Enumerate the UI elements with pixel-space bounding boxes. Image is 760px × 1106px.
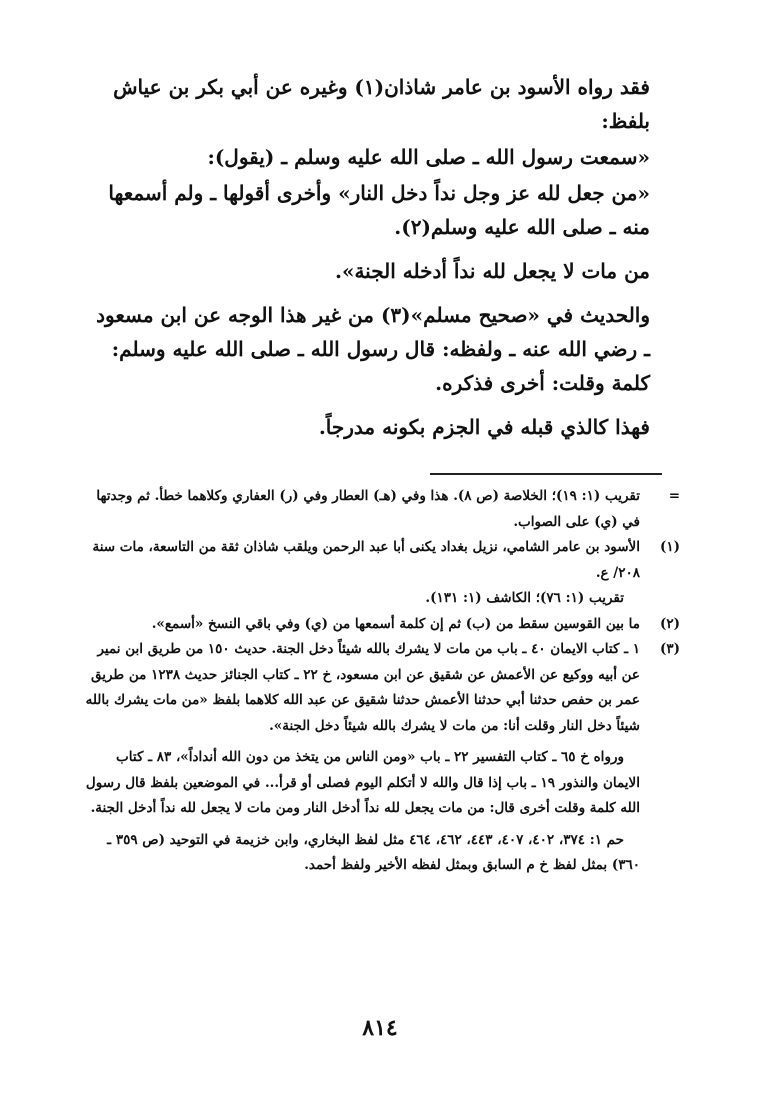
- footnote-body: [80, 637, 640, 879]
- footnote-body: [80, 612, 640, 638]
- main-paragraph-5: والحديث في «صحيح مسلم»(٣) من غير هذا الوجه عن ابن مسعود ـ رضي الله عنه ـ ولفظه: قال رسول الله ـ صلى الله عليه وسلم: كلمة وقلت: أخرى فذكره.: [96, 303, 650, 395]
- footnote-marker: =: [668, 488, 680, 504]
- main-paragraph-6: فهذا كالذي قبله في الجزم بكونه مدرجاً.: [318, 415, 650, 439]
- footnote-divider: [430, 473, 662, 475]
- footnote-body: [80, 484, 640, 535]
- footnote-3: [80, 637, 680, 879]
- footnote-line: تقريب (١: ١٩)؛ الخلاصة (ص ٨). هذا وفي (هـ) العطار وفي (ر) العفاري وكلاهما خطأ. ثم وجدتها في (ي) على الصواب.: [96, 488, 640, 530]
- main-paragraph-4: من مات لا يجعل لله نداً أدخله الجنة».: [335, 259, 650, 283]
- footnote-line: ١ ـ كتاب الايمان ٤٠ ـ باب من مات لا يشرك بالله شيئاً دخل الجنة. حديث ١٥٠ من طريق ابن نمير عن أبيه ووكيع عن الأعمش عن شقيق عن ابن مسعود، خ ٢٢ ـ كتاب الجنائز حديث ١٢٣٨ من طريق عمر بن حفص حدثنا أبي حدثنا الأعمش حدثنا شقيق عن عبد الله كلاهما بلفظ «من مات يشرك بالله شيئاً دخل النار وقلت أنا: من مات لا يشرك بالله شيئاً دخل الجنة».: [85, 641, 640, 734]
- footnotes: [80, 484, 680, 879]
- footnote-marker: (١): [659, 539, 680, 555]
- page-number: ٨١٤: [362, 1015, 398, 1041]
- footnote-1: [80, 535, 680, 612]
- footnote-continuation: [80, 484, 680, 535]
- footnote-line: حم ١: ٣٧٤، ٤٠٢، ٤٠٧، ٤٤٣، ٤٦٢، ٤٦٤ مثل لفظ البخاري، وابن خزيمة في التوحيد (ص ٣٥٩ ـ ٣٦٠) بمثل لفظ خ م السابق وبمثل لفظه الأخير ولفظ أحمد.: [107, 831, 640, 873]
- main-paragraph-3: «من جعل لله عز وجل نداً دخل النار» وأخرى أقولها ـ ولم أسمعها منه ـ صلى الله عليه وسلم(٢).: [108, 181, 650, 239]
- footnote-body: [80, 535, 640, 612]
- main-paragraph-1: فقد رواه الأسود بن عامر شاذان(١) وغيره عن أبي بكر بن عياش بلفظ:: [113, 75, 650, 133]
- footnote-line: الأسود بن عامر الشامي، نزيل بغداد يكنى أبا عبد الرحمن ويلقب شاذان ثقة من التاسعة، مات سنة ٢٠٨/ ع.: [92, 539, 640, 581]
- footnote-line: ما بين القوسين سقط من (ب) ثم إن كلمة أسمعها من (ي) وفي باقي النسخ «أسمع».: [151, 615, 640, 632]
- main-paragraph-2: «سمعت رسول الله ـ صلى الله عليه وسلم ـ (يقول):: [207, 145, 650, 169]
- footnote-line: ورواه خ ٦٥ ـ كتاب التفسير ٢٢ ـ باب «ومن الناس من يتخذ من دون الله أنداداً»، ٨٣ ـ كتاب الايمان والنذور ١٩ ـ باب إذا قال والله لا أتكلم اليوم فصلى أو قرأ... في الموضعين بلفظ قال رسول الله كلمة وقلت أخرى قال: من مات يجعل لله نداً أدخل النار ومن مات لا يجعل لله نداً أدخل الجنة.: [85, 749, 640, 816]
- footnote-line: تقريب (١: ٧٦)؛ الكاشف (١: ١٣١).: [425, 590, 624, 606]
- footnote-2: [80, 612, 680, 638]
- footnote-marker: (٢): [659, 615, 680, 632]
- main-text: [90, 70, 650, 454]
- footnote-marker: (٣): [659, 641, 680, 657]
